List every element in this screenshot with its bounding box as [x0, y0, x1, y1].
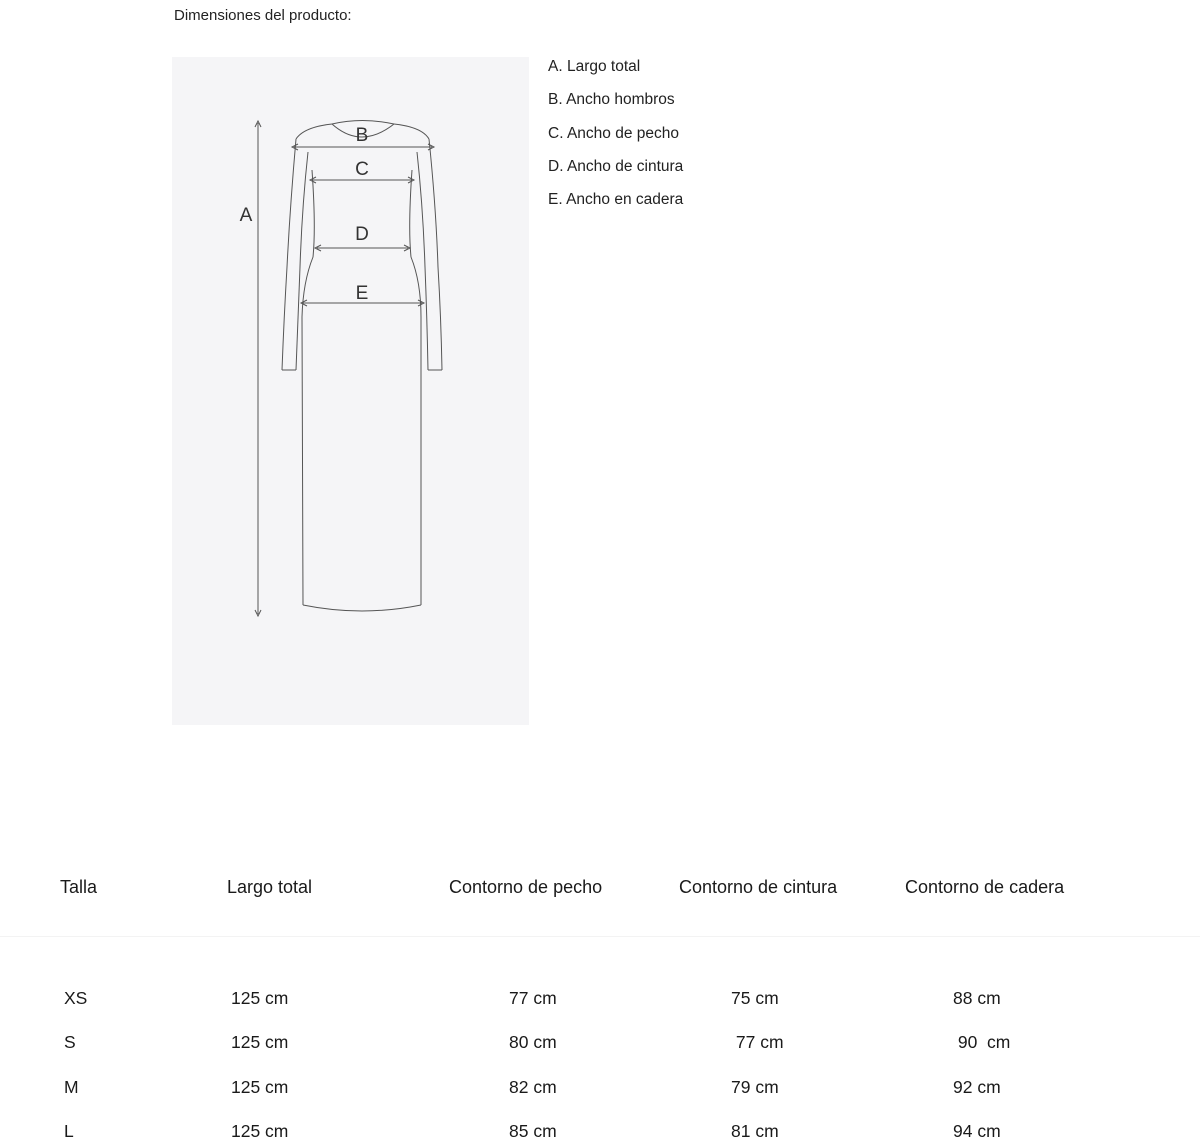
- header-divider: [0, 936, 1200, 937]
- cell-pecho: 85 cm: [509, 1121, 557, 1141]
- dress-diagram-panel: [172, 57, 529, 725]
- label-a: A: [239, 205, 253, 226]
- cell-pecho: 82 cm: [509, 1077, 557, 1097]
- cell-pecho: 80 cm: [509, 1032, 557, 1052]
- cell-talla: S: [64, 1032, 76, 1052]
- cell-largo: 125 cm: [231, 988, 289, 1008]
- measurement-legend: [548, 57, 683, 223]
- label-e: E: [355, 283, 369, 304]
- cell-talla: L: [64, 1121, 74, 1141]
- header-contorno-cintura: Contorno de cintura: [679, 877, 838, 897]
- cell-cadera: 90 cm: [953, 1032, 1011, 1052]
- legend-item: E. Ancho en cadera: [548, 191, 684, 209]
- legend-item: B. Ancho hombros: [548, 91, 675, 109]
- label-d: D: [355, 224, 369, 245]
- legend-item: A. Largo total: [548, 58, 641, 75]
- cell-cadera: 94 cm: [953, 1121, 1001, 1141]
- header-contorno-pecho: Contorno de pecho: [449, 877, 603, 897]
- dress-diagram: [172, 57, 529, 725]
- page-title: Dimensiones del producto:: [174, 7, 352, 24]
- cell-talla: M: [64, 1077, 79, 1097]
- cell-talla: XS: [64, 988, 88, 1008]
- cell-cintura: 81 cm: [731, 1121, 779, 1141]
- cell-cintura: 75 cm: [731, 988, 779, 1008]
- cell-largo: 125 cm: [231, 1077, 289, 1097]
- cell-largo: 125 cm: [231, 1121, 289, 1141]
- cell-pecho: 77 cm: [509, 988, 557, 1008]
- header-talla: Talla: [60, 877, 98, 897]
- label-b: B: [355, 125, 369, 146]
- cell-cadera: 92 cm: [953, 1077, 1001, 1097]
- cell-cintura: 79 cm: [731, 1077, 779, 1097]
- header-contorno-cadera: Contorno de cadera: [905, 877, 1065, 897]
- cell-largo: 125 cm: [231, 1032, 289, 1052]
- cell-cadera: 88 cm: [953, 988, 1001, 1008]
- label-c: C: [355, 159, 369, 180]
- header-largo-total: Largo total: [227, 877, 313, 897]
- legend-item: D. Ancho de cintura: [548, 157, 684, 175]
- cell-cintura: 77 cm: [731, 1032, 784, 1052]
- dress-outline: [282, 121, 442, 612]
- legend-item: C. Ancho de pecho: [548, 124, 679, 142]
